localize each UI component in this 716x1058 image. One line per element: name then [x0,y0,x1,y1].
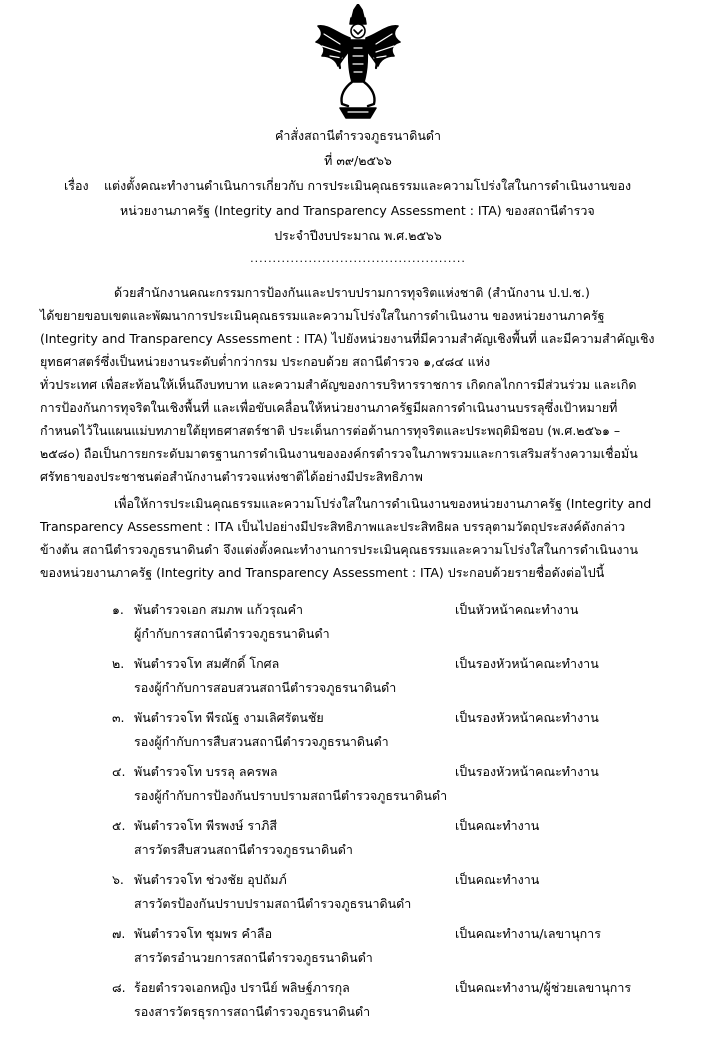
paragraph-2-line-1: เพื่อให้การประเมินคุณธรรมและความโปร่งใสในการดำเนินงานของหน่วยงานภาครัฐ (Integrity and [114,496,652,511]
member-position: สารวัตรสืบสวนสถานีตำรวจภูธรนาดินดำ [134,842,353,857]
member-name: พันตำรวจเอก สมภพ แก้วรุณคำ [134,602,303,617]
member-role: เป็นคณะทำงาน/เลขานุการ [455,926,601,941]
paragraph-1-line-5: ทั่วประเทศ เพื่อสะท้อนให้เห็นถึงบทบาท และความสำคัญของการบริหารราชการ เกิดกลไกการมีส่วนร่วม และเกิด [40,377,637,392]
member-number: ๘. [112,980,126,995]
subject-line-3: ประจำปีงบประมาณ พ.ศ.๒๕๖๖ [274,228,442,243]
member-name: พันตำรวจโท ช่วงชัย อุปถัมภ์ [134,872,287,887]
member-number: ๒. [112,656,125,671]
garuda-emblem-icon [310,4,406,120]
member-role: เป็นรองหัวหน้าคณะทำงาน [455,656,599,671]
member-role: เป็นคณะทำงาน [455,818,540,833]
member-name: พันตำรวจโท สมศักดิ์ โกศล [134,656,280,671]
member-role: เป็นหัวหน้าคณะทำงาน [455,602,579,617]
member-role: เป็นคณะทำงาน [455,872,540,887]
order-title: คำสั่งสถานีตำรวจภูธรนาดินดำ [274,128,441,143]
member-name: ร้อยตำรวจเอกหญิง ปรานีย์ พลิษฐ์ภารกุล [134,980,350,995]
member-number: ๕. [112,818,126,833]
paragraph-1-line-6: การป้องกันการทุจริตในเชิงพื้นที่ และเพื่อขับเคลื่อนให้หน่วยงานภาครัฐมีผลการดำเนินงานบรรลุซึ่งเป้าหมายที่ [40,400,618,415]
member-name: พันตำรวจโท พีรพงษ์ ราภิสี [134,818,278,833]
member-position: รองผู้กำกับการสอบสวนสถานีตำรวจภูธรนาดินดำ [134,680,397,695]
member-number: ๖. [112,872,124,887]
member-role: เป็นรองหัวหน้าคณะทำงาน [455,764,599,779]
member-position: รองผู้กำกับการสืบสวนสถานีตำรวจภูธรนาดินดำ [134,734,389,749]
member-name: พันตำรวจโท บรรลุ ลครพล [134,764,278,779]
member-name: พันตำรวจโท พีรณัฐ งามเลิศรัตนชัย [134,710,324,725]
paragraph-1-line-7: กำหนดไว้ในแผนแม่บทภายใต้ยุทธศาสตร์ชาติ ประเด็นการต่อต้านการทุจริตและประพฤติมิชอบ (พ.ศ.๒๕๖๑ – [40,423,621,438]
divider-dots: ................................................ [250,252,466,265]
paragraph-2-line-2: Transparency Assessment : ITA เป็นไปอย่างมีประสิทธิภาพและประสิทธิผล บรรลุตามวัตถุประสงค์ดังกล่าว [40,519,626,534]
paragraph-1-line-4: ยุทธศาสตร์ซึ่งเป็นหน่วยงานระดับต่ำกว่ากรม ประกอบด้วย สถานีตำรวจ ๑,๔๘๔ แห่ง [40,354,491,369]
member-position: รองผู้กำกับการป้องกันปราบปรามสถานีตำรวจภูธรนาดินดำ [134,788,448,803]
member-role: เป็นรองหัวหน้าคณะทำงาน [455,710,599,725]
subject-line-1: แต่งตั้งคณะทำงานดำเนินการเกี่ยวกับ การประเมินคุณธรรมและความโปร่งใสในการดำเนินงานของ [104,178,632,193]
member-role: เป็นคณะทำงาน/ผู้ช่วยเลขานุการ [455,980,632,995]
order-number: ที่ ๓๙/๒๕๖๖ [324,153,392,168]
member-position: ผู้กำกับการสถานีตำรวจภูธรนาดินดำ [134,626,330,641]
paragraph-2-line-3: ข้างต้น สถานีตำรวจภูธรนาดินดำ จึงแต่งตั้งคณะทำงานการประเมินคุณธรรมและความโปร่งใสในการดำเนินงาน [40,542,639,557]
member-position: รองสารวัตรธุรการสถานีตำรวจภูธรนาดินดำ [134,1004,371,1019]
member-number: ๑. [112,602,124,617]
subject-label: เรื่อง [64,178,89,193]
member-position: สารวัตรป้องกันปราบปรามสถานีตำรวจภูธรนาดินดำ [134,896,412,911]
paragraph-1-line-3: (Integrity and Transparency Assessment : ITA) ไปยังหน่วยงานที่มีความสำคัญเชิงพื้นที่ และมีความสำคัญเชิง [40,331,655,346]
subject-line-2: หน่วยงานภาครัฐ (Integrity and Transparency Assessment : ITA) ของสถานีตำรวจ [120,203,595,218]
paragraph-1-line-1: ด้วยสำนักงานคณะกรรมการป้องกันและปราบปรามการทุจริตแห่งชาติ (สำนักงาน ป.ป.ช.) [114,285,590,300]
paragraph-1-line-9: ศรัทธาของประชาชนต่อสำนักงานตำรวจแห่งชาติได้อย่างมีประสิทธิภาพ [40,469,423,484]
paragraph-1-line-2: ได้ขยายขอบเขตและพัฒนาการประเมินคุณธรรมและความโปร่งใสในการดำเนินงาน ของหน่วยงานภาครัฐ [40,308,605,323]
paragraph-1-line-8: ๒๕๘๐) ถือเป็นการยกระดับมาตรฐานการดำเนินงานขององค์กรตำรวจในภาพรวมและการเสริมสร้างความเชื่อมั่น [40,446,638,461]
member-number: ๗. [112,926,126,941]
member-number: ๓. [112,710,125,725]
member-name: พันตำรวจโท ชุมพร คำลือ [134,926,273,941]
paragraph-2-line-4: ของหน่วยงานภาครัฐ (Integrity and Transparency Assessment : ITA) ประกอบด้วยรายชื่อดังต่อไปนี้ [40,565,605,580]
member-number: ๔. [112,764,126,779]
member-position: สารวัตรอำนวยการสถานีตำรวจภูธรนาดินดำ [134,950,373,965]
